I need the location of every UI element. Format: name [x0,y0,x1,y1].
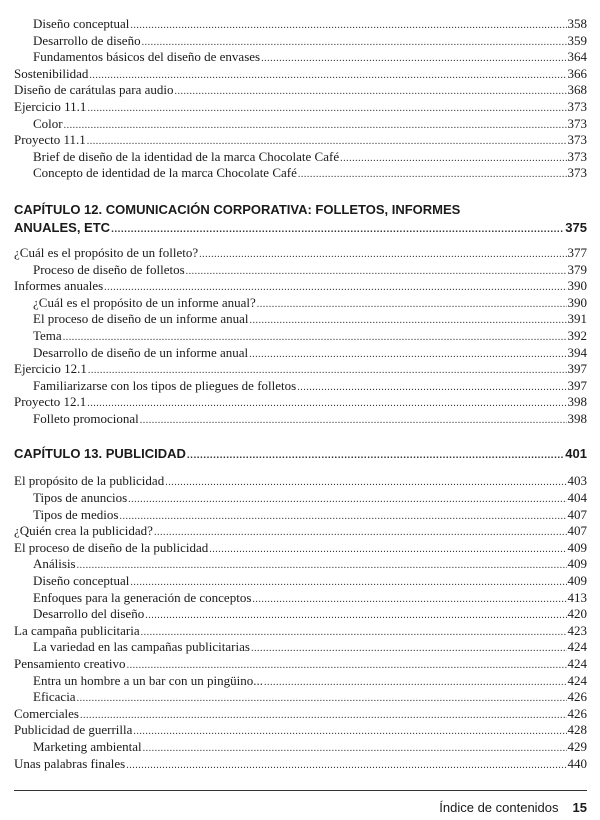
toc-entry-label: Análisis [33,556,76,572]
toc-entry-page: 397 [567,377,587,393]
toc-entry-label: Diseño conceptual [33,573,130,589]
toc-entry-label: Entra un hombre a un bar con un pingüino... [33,672,263,688]
toc-entry [14,394,587,411]
toc-entry [14,66,587,83]
chapter-13-heading [14,445,587,463]
toc-entry-label: Publicidad de guerrilla [14,722,133,738]
dot-leader [187,445,564,465]
toc-entry-page: 373 [567,132,587,148]
toc-entry [14,507,587,524]
toc-entry-page: 373 [567,115,587,131]
toc-entry [14,490,587,507]
toc-entry-page: 424 [567,672,587,688]
toc-entry-page: 428 [567,722,587,738]
toc-entry [14,378,587,395]
dot-leader [140,411,567,430]
toc-chapter-13-entries [14,473,587,772]
toc-entry-label: Ejercicio 11.1 [14,98,87,114]
toc-entry-label: Diseño de carátulas para audio [14,82,174,98]
toc-entry-page: 379 [567,261,587,277]
toc-entry-page: 429 [567,738,587,754]
toc-entry-label: Ejercicio 12.1 [14,361,87,377]
toc-entry [14,33,587,50]
toc-entry-page: 413 [567,589,587,605]
toc-entry-label: La campaña publicitaria [14,622,140,638]
toc-entry-page: 373 [567,165,587,181]
toc-entry-page: 373 [567,148,587,164]
toc-entry [14,328,587,345]
toc-entry [14,656,587,673]
toc-entry-label: La variedad en las campañas publicitarias [33,639,250,655]
toc-entry [14,590,587,607]
toc-entry-page: 373 [567,98,587,114]
toc-entry [14,722,587,739]
toc-entry-label: Concepto de identidad de la marca Chocolate Café [33,165,297,181]
chapter-12-heading [14,201,587,237]
toc-chapter-12-entries [14,245,587,428]
toc-entry-page: 398 [567,394,587,410]
toc-entry-page: 409 [567,573,587,589]
toc-entry-label: Proceso de diseño de folletos [33,261,185,277]
toc-entry-page: 391 [567,311,587,327]
toc-entry-page: 390 [567,278,587,294]
toc-entry [14,473,587,490]
toc-entry [14,116,587,133]
toc-entry-page: 407 [567,506,587,522]
footer-section-title: Índice de contenidos [439,800,559,815]
toc-entry [14,623,587,640]
toc-entry-label: ¿Cuál es el propósito de un folleto? [14,244,199,260]
toc-entry [14,739,587,756]
toc-entry-label: Sostenibilidad [14,65,89,81]
toc-entry-page: 358 [567,16,587,31]
toc-entry-page: 366 [567,65,587,81]
toc-entry-page: 377 [567,244,587,260]
toc-entry-label: Desarrollo del diseño [33,606,145,622]
toc-entry-label: Pensamiento creativo [14,656,126,671]
toc-entry-page: 392 [567,327,587,343]
page-footer [439,800,587,815]
toc-entry [14,245,587,262]
toc-entry [14,165,587,182]
toc-entry-label: El propósito de la publicidad [14,473,165,489]
toc-entry-label: El proceso de diseño de un informe anual [33,311,249,327]
toc-entry [14,82,587,99]
dot-leader [126,756,566,775]
toc-entry-label: ¿Cuál es el propósito de un informe anual? [33,294,256,310]
toc-entry [14,411,587,428]
toc-entry-page: 407 [567,523,587,539]
toc-entry-label: Marketing ambiental [33,738,142,754]
toc-entry-label: El proceso de diseño de la publicidad [14,539,209,555]
toc-entry-page: 390 [567,294,587,310]
toc-entry-label: Eficacia [33,689,76,705]
toc-entry [14,523,587,540]
toc-entry [14,689,587,706]
toc-entry-page: 397 [567,361,587,377]
toc-entry [14,345,587,362]
toc-entry [14,361,587,378]
toc-entry-page: 409 [567,539,587,555]
toc-entry-label: Enfoques para la generación de conceptos [33,589,252,605]
toc-entry [14,706,587,723]
toc-entry-label: Tipos de anuncios [33,490,128,506]
toc-entry-label: Comerciales [14,705,79,721]
toc-entry-label: Unas palabras finales [14,755,126,771]
toc-entry-page: 359 [567,32,587,48]
toc-entry-page: 440 [567,755,587,771]
toc-entry [14,606,587,623]
toc-entry-label: Folleto promocional [33,410,139,426]
toc-entry [14,99,587,116]
toc-entry-label: Desarrollo de diseño [33,32,141,48]
toc-entry [14,16,587,33]
toc-entry-page: 394 [567,344,587,360]
dot-leader [111,219,564,239]
toc-entry-page: 420 [567,606,587,622]
page-number: 15 [572,800,587,815]
toc-entry [14,262,587,279]
toc-entry-page: 426 [567,705,587,721]
toc-entry-label: Familiarizarse con los tipos de pliegues de folletos [33,377,297,393]
toc-entry-page: 364 [567,49,587,65]
chapter-12-title-line2: ANUALES, ETC [14,219,111,235]
toc-entry [14,149,587,166]
chapter-13-title: CAPÍTULO 13. PUBLICIDAD [14,446,186,462]
toc-entry-label: Desarrollo de diseño de un informe anual [33,344,249,360]
toc-entry-page: 403 [567,473,587,489]
table-of-contents [14,16,587,772]
toc-entry [14,278,587,295]
toc-entry-page: 404 [567,490,587,506]
toc-entry-label: ¿Quién crea la publicidad? [14,523,153,539]
toc-entry [14,49,587,66]
toc-entry-label: Brief de diseño de la identidad de la marca Chocolate Café [33,148,340,164]
toc-entry [14,311,587,328]
toc-entry-label: Tipos de medios [33,506,119,522]
toc-entry-label: Tema [33,327,62,343]
chapter-13-page: 401 [565,446,587,462]
toc-entry-page: 424 [567,656,587,671]
toc-entry-page: 409 [567,556,587,572]
dot-leader [298,165,567,184]
toc-entry [14,673,587,690]
toc-entry [14,556,587,573]
toc-entry-page: 423 [567,622,587,638]
toc-section-11-tail [14,16,587,182]
toc-entry-page: 424 [567,639,587,655]
toc-entry-label: Color [33,115,63,131]
toc-entry-label: Informes anuales [14,278,104,294]
chapter-12-title-line1: CAPÍTULO 12. COMUNICACIÓN CORPORATIVA: FOLLETOS, INFORMES [14,201,461,217]
footer-divider [14,790,587,791]
toc-entry [14,639,587,656]
toc-entry-page: 426 [567,689,587,705]
toc-entry [14,756,587,773]
toc-entry-page: 368 [567,82,587,98]
chapter-12-page: 375 [565,219,587,235]
toc-entry [14,540,587,557]
toc-entry-label: Proyecto 12.1 [14,394,87,410]
toc-entry-label: Diseño conceptual [33,16,130,31]
toc-entry [14,573,587,590]
toc-entry-page: 398 [567,410,587,426]
toc-entry [14,132,587,149]
toc-entry [14,295,587,312]
toc-entry-label: Proyecto 11.1 [14,132,86,148]
toc-entry-label: Fundamentos básicos del diseño de envases [33,49,261,65]
